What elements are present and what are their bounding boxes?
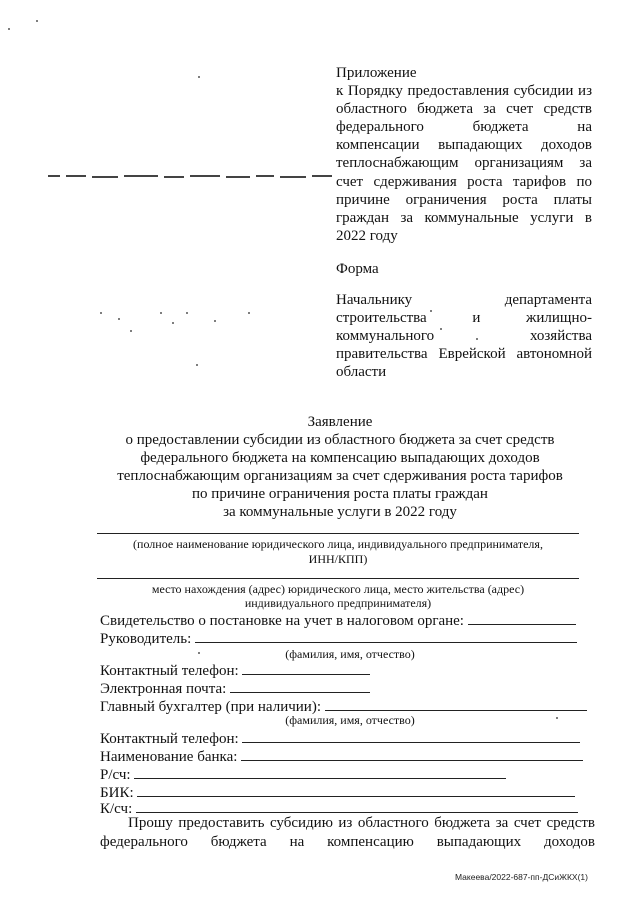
accountant-label: Главный бухгалтер (при наличии): <box>100 699 321 715</box>
appendix-line: счет сдерживания роста тарифов по <box>336 173 592 190</box>
head-label: Руководитель: <box>100 631 192 647</box>
head-fio-caption: (фамилия, имя, отчество) <box>285 647 415 661</box>
account-label: Р/сч: <box>100 767 131 783</box>
phone-2-field <box>100 729 580 748</box>
email-input[interactable] <box>230 679 370 693</box>
bank-field <box>100 747 583 766</box>
head-field <box>100 629 577 648</box>
legal-name-caption-2: ИНН/КПП) <box>308 552 368 566</box>
legal-name-line[interactable] <box>97 533 579 534</box>
location-line[interactable] <box>97 578 579 579</box>
appendix-line: граждан за коммунальные услуги в <box>336 209 592 226</box>
form-label: Форма <box>336 261 379 277</box>
request-line: федерального бюджета на компенсацию выпадающих доходов <box>100 833 595 850</box>
accountant-input[interactable] <box>325 697 587 711</box>
head-input[interactable] <box>195 629 577 643</box>
appendix-line: федерального бюджета на <box>336 119 592 136</box>
location-caption-2: индивидуального предпринимателя) <box>244 596 432 610</box>
appendix-line: компенсации выпадающих доходов <box>336 137 592 154</box>
account-input[interactable] <box>134 765 506 779</box>
addressee-line: Начальнику департамента <box>336 292 592 308</box>
appendix-line: Приложение <box>336 65 417 81</box>
phone-2-input[interactable] <box>242 729 580 743</box>
bank-label: Наименование банка: <box>100 749 238 765</box>
email-label: Электронная почта: <box>100 681 227 697</box>
tax-cert-label: Свидетельство о постановке на учет в налоговом органе: <box>100 613 464 629</box>
location-caption: место нахождения (адрес) юридического лица, место жительства (адрес) <box>151 582 525 596</box>
appendix-line: к Порядку предоставления субсидии из <box>336 83 592 100</box>
appendix-line: областного бюджета за счет средств <box>336 101 592 118</box>
tax-cert-input[interactable] <box>468 611 576 625</box>
corr-account-input[interactable] <box>136 799 578 813</box>
email-field <box>100 679 370 698</box>
appendix-line: 2022 году <box>336 227 398 244</box>
title-line: по причине ограничения роста платы граждан <box>192 486 488 502</box>
tax-cert-field <box>100 611 576 630</box>
bank-input[interactable] <box>241 747 583 761</box>
title-line: теплоснабжающим организациям за счет сдерживания роста тарифов <box>117 468 563 484</box>
addressee-line: правительства Еврейской автономной <box>336 346 592 363</box>
appendix-line: причине ограничения роста платы <box>336 191 592 208</box>
title-line: Заявление <box>307 414 373 430</box>
phone-1-input[interactable] <box>242 661 370 675</box>
appendix-line: теплоснабжающим организациям за <box>336 155 592 172</box>
addressee-line: строительства и жилищно- <box>336 310 592 327</box>
request-paragraph <box>100 814 595 851</box>
accountant-fio-caption: (фамилия, имя, отчество) <box>285 713 415 727</box>
bik-input[interactable] <box>137 783 575 797</box>
document-footer-code: Макеева/2022-687-пп-ДСиЖКХ(1) <box>455 872 588 882</box>
request-line: Прошу предоставить субсидию из областного бюджета за счет средств <box>128 815 595 831</box>
phone-2-label: Контактный телефон: <box>100 731 239 747</box>
addressee-block <box>336 291 592 381</box>
phone-1-field <box>100 661 370 680</box>
title-line: федерального бюджета на компенсацию выпадающих доходов <box>140 450 540 466</box>
title-line: за коммунальные услуги в 2022 году <box>223 504 457 520</box>
addressee-line: области <box>336 364 387 381</box>
appendix-block <box>336 64 592 245</box>
account-field <box>100 765 506 784</box>
application-title <box>90 413 590 521</box>
phone-1-label: Контактный телефон: <box>100 663 239 679</box>
corr-account-label: К/сч: <box>100 801 133 817</box>
addressee-line: коммунального хозяйства <box>336 328 592 345</box>
legal-name-caption: (полное наименование юридического лица, индивидуального предпринимателя, <box>133 537 543 551</box>
title-line: о предоставлении субсидии из областного бюджета за счет средств <box>125 432 555 448</box>
bik-label: БИК: <box>100 785 134 801</box>
